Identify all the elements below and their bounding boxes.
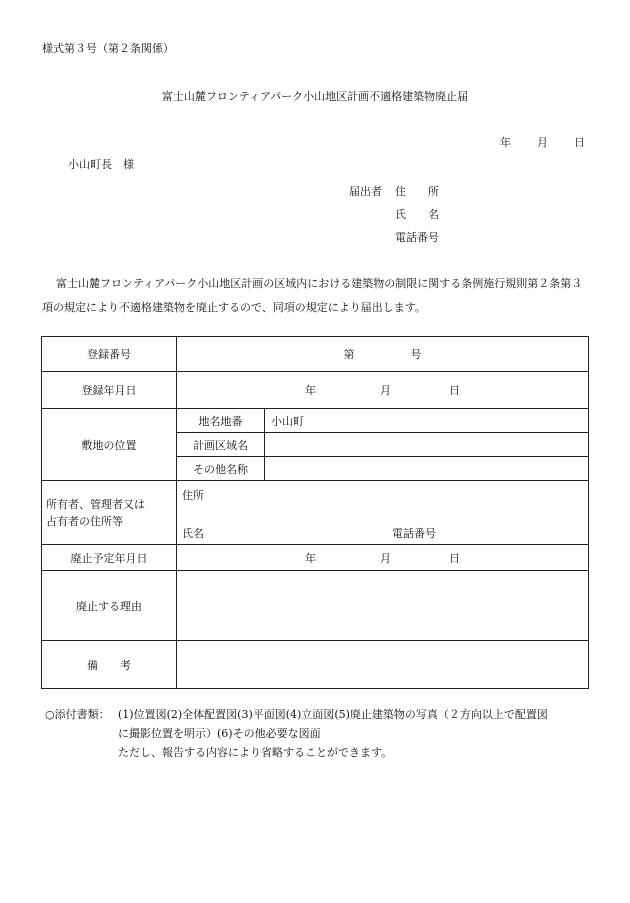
applicant-block: [349, 180, 439, 249]
registration-date-field[interactable]: [177, 372, 589, 409]
other-name-label: その他名称: [177, 457, 265, 481]
applicant-address-label: 住 所: [395, 185, 439, 198]
abolish-date-day: 日: [449, 551, 460, 565]
abolish-date-field[interactable]: [177, 545, 589, 571]
recipient: 小山町長 様: [68, 158, 134, 171]
lot-number-field[interactable]: 小山町: [265, 409, 589, 433]
abolition-form-table: [41, 336, 589, 689]
abolish-date-month: 月: [380, 551, 391, 565]
date-month-label: 月: [537, 136, 548, 149]
abolish-reason-label: 廃止する理由: [42, 571, 177, 641]
attachments-line1: (1)位置図(2)全体配置図(3)平面図(4)立面図(5)廃止建築物の写真（２方向以上で配置図: [118, 708, 548, 721]
attachments-line3: ただし、報告する内容により省略することができます。: [118, 746, 393, 759]
planning-area-label: 計画区域名: [177, 433, 265, 457]
owner-label-line2: 占有者の住所等: [46, 514, 123, 528]
abolish-date-year: 年: [305, 551, 316, 565]
planning-area-field[interactable]: [265, 433, 589, 457]
abolish-date-label: 廃止予定年月日: [42, 545, 177, 571]
abolish-reason-field[interactable]: [177, 571, 589, 641]
applicant-label: 届出者: [349, 185, 382, 198]
registration-number-prefix: 第: [343, 348, 355, 361]
owner-label-line1: 所有者、管理者又は: [46, 497, 145, 511]
date-line: [500, 134, 585, 150]
remarks-label: 備 考: [42, 641, 177, 689]
remarks-field[interactable]: [177, 641, 589, 689]
form-number: 様式第３号（第２条関係）: [42, 42, 174, 55]
date-year-label: 年: [500, 136, 511, 149]
registration-date-label: 登録年月日: [42, 372, 177, 409]
body-paragraph: 富士山麓フロンティアパーク小山地区計画の区域内における建築物の制限に関する条例施行規則第２条第３項の規定により不適格建築物を廃止するので、同項の規定により届出します。: [42, 277, 583, 314]
registration-number-label: 登録番号: [42, 337, 177, 372]
owner-phone-label: 電話番号: [392, 527, 436, 540]
registration-date-year: 年: [305, 384, 316, 397]
owner-address-label: 住所: [182, 489, 204, 502]
owner-label: [42, 481, 177, 545]
attachments-note: [45, 705, 548, 762]
owner-name-label: 氏名: [182, 527, 204, 540]
applicant-phone-label: 電話番号: [395, 231, 439, 244]
date-day-label: 日: [574, 136, 585, 149]
lot-number-label: 地名地番: [177, 409, 265, 433]
attachments-label: ○添付書類：: [45, 708, 110, 721]
other-name-field[interactable]: [265, 457, 589, 481]
site-location-label: 敷地の位置: [42, 409, 177, 481]
applicant-name-label: 氏 名: [395, 208, 439, 221]
page-title: 富士山麓フロンティアパーク小山地区計画不適格建築物廃止届: [161, 90, 469, 103]
registration-date-month: 月: [380, 384, 391, 397]
registration-number-suffix: 号: [410, 348, 422, 361]
owner-field[interactable]: [177, 481, 589, 545]
body-text: [42, 272, 590, 320]
registration-number-field[interactable]: [177, 337, 589, 372]
attachments-line2: に撮影位置を明示）(6)その他必要な図面: [118, 727, 321, 740]
registration-date-day: 日: [449, 384, 460, 397]
